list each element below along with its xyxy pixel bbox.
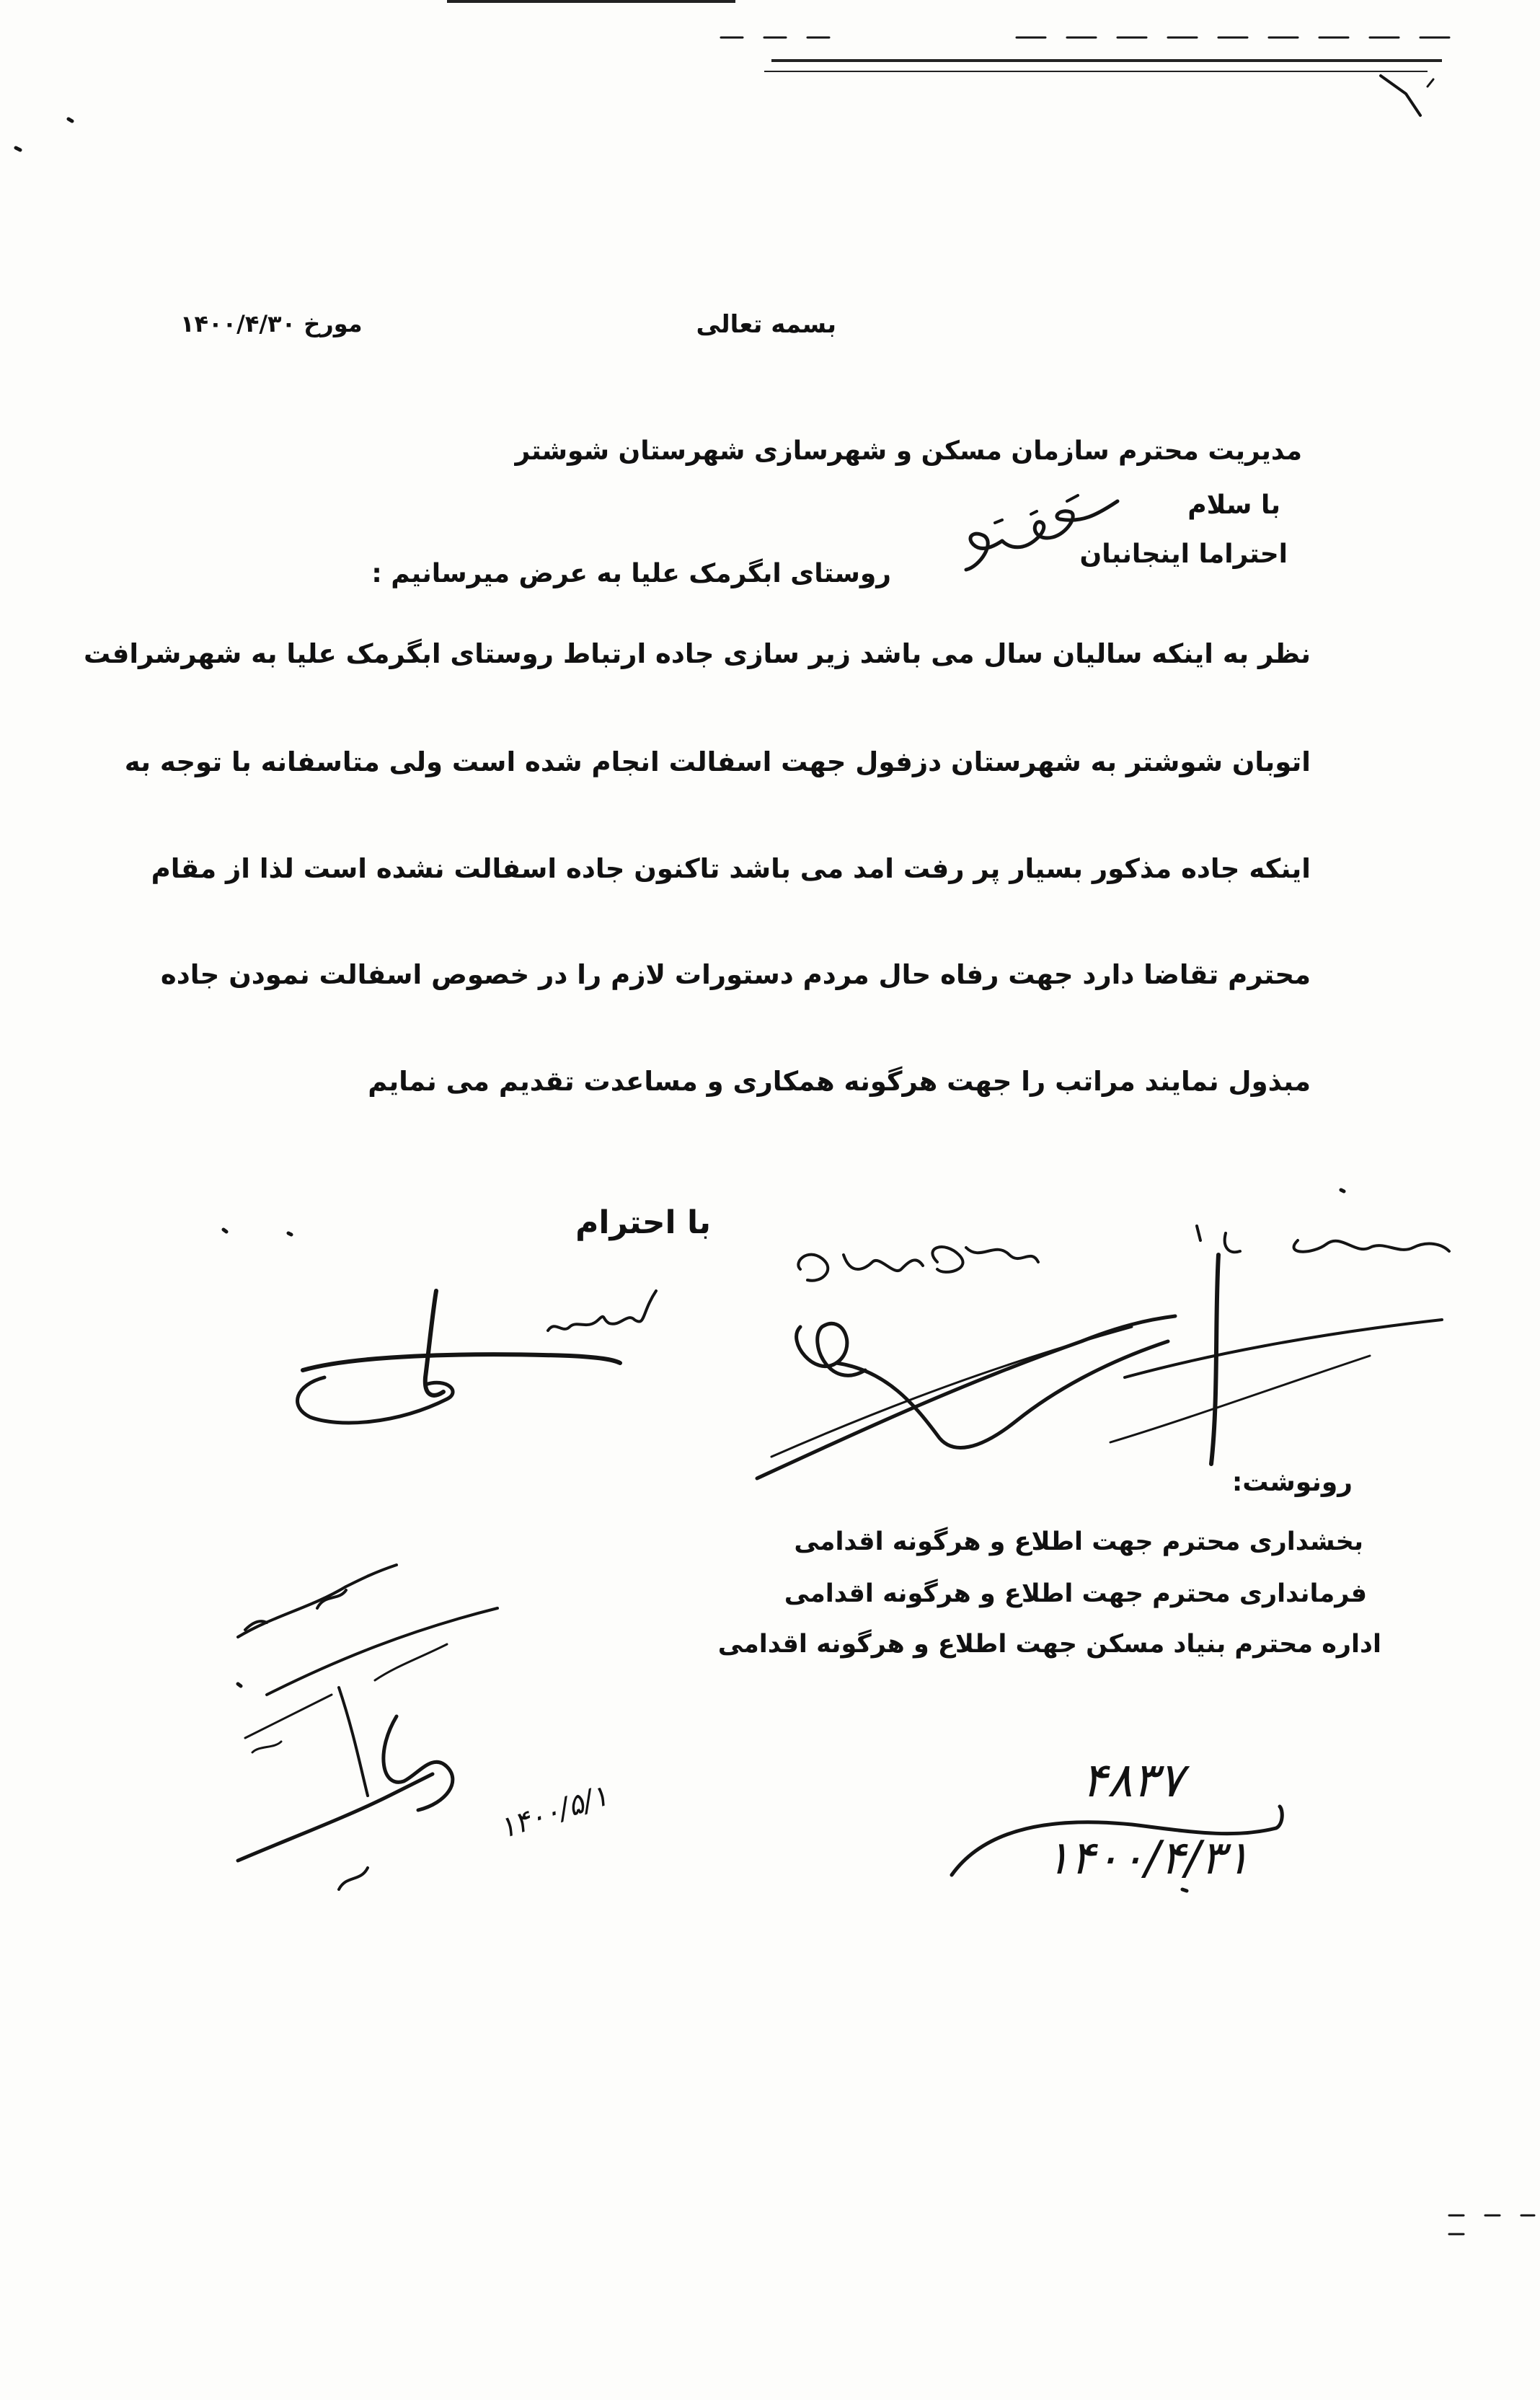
letter-date: مورخ ۱۴۰۰/۴/۳۰ (180, 310, 363, 338)
signature-1 (281, 1269, 685, 1442)
registration-date: ۱۴۰۰/۴/۳۱ (1045, 1832, 1250, 1885)
body-line: نظر به اینکه سالیان سال می باشد زیر سازی جاده ارتباط روستای ابگرمک علیا به شهرشرافت (83, 638, 1311, 669)
cc-item: بخشداری محترم جهت اطلاع و هرگونه اقدامی (794, 1527, 1363, 1556)
body-line: اتوبان شوشتر به شهرستان دزفول جهت اسفالت انجام شده است ولی متاسفانه با توجه به (124, 746, 1311, 777)
registration-number: ۴۸۳۷ (1081, 1752, 1184, 1808)
body-line: مبذول نمایند مراتب را جهت هرگونه همکاری و مساعدت تقدیم می نمایم (368, 1066, 1311, 1097)
opening-line-end: روستای ابگرمک علیا به عرض میرسانیم : (371, 559, 891, 588)
greeting-line: با سلام (1187, 490, 1280, 520)
signature-3 (1096, 1212, 1471, 1486)
cc-item: اداره محترم بنیاد مسکن جهت اطلاع و هرگونه اقدامی (717, 1630, 1381, 1659)
cc-item: فرمانداری محترم جهت اطلاع و هرگونه اقدامی (784, 1579, 1367, 1608)
opening-line-start: احتراما اینجانبان (1079, 539, 1288, 569)
handwritten-residents-word (952, 480, 1132, 581)
handwritten-margin-note (231, 1550, 663, 1911)
body-line: اینکه جاده مذکور بسیار پر رفت امد می باشد تاکنون جاده اسفالت نشده است لذا از مقام (151, 853, 1311, 884)
cc-heading: رونوشت: (1231, 1468, 1353, 1497)
body-line: محترم تقاضا دارد جهت رفاه حال مردم دستورات لازم را در خصوص اسفالت نمودن جاده (160, 959, 1311, 990)
margin-note-date: ۱۴۰۰/۵/۱ (495, 1779, 613, 1845)
recipient-line: مدیریت محترم سازمان مسکن و شهرسازی شهرستان شوشتر (515, 436, 1302, 466)
closing-regards: با احترام (575, 1204, 711, 1241)
basmala-heading: بسمه تعالی (696, 310, 836, 339)
